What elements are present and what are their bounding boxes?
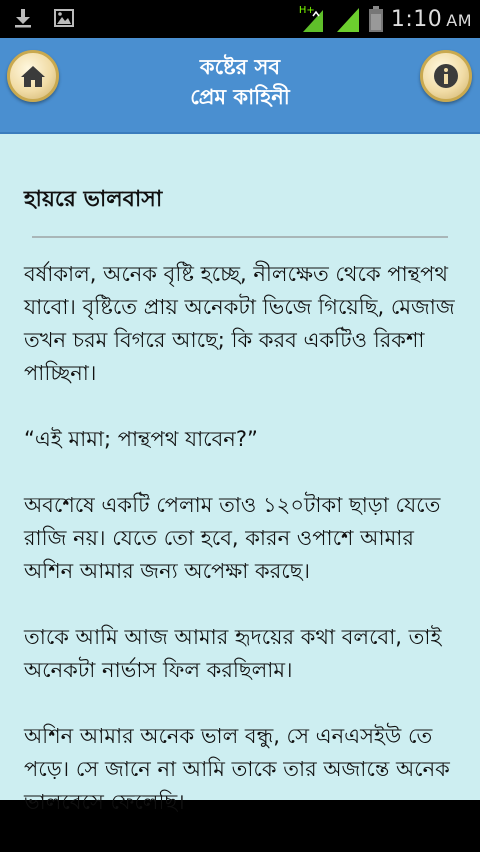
story-paragraph: তাকে আমি আজ আমার হৃদয়ের কথা বলবো, তাই অনেকটা নার্ভাস ফিল করছিলাম। bbox=[24, 625, 442, 682]
battery-icon bbox=[369, 6, 383, 32]
story-content[interactable] bbox=[0, 134, 480, 814]
download-icon bbox=[14, 8, 32, 28]
story-paragraph: অশিন আমার অনেক ভাল বন্ধু, সে এনএসইউ তে পড়ে। সে জানে না আমি তাকে তার অজান্তে অনেক ভালবেসে ফেলেছি। bbox=[24, 724, 450, 814]
network-type-label: H+ bbox=[298, 5, 315, 16]
system-icons bbox=[299, 0, 472, 38]
page-title bbox=[0, 52, 480, 112]
title-line-2: প্রেম কাহিনী bbox=[190, 85, 290, 109]
story-paragraph: “এই মামা; পান্থপথ যাবেন?” bbox=[24, 427, 258, 451]
status-bar bbox=[0, 0, 480, 38]
info-icon bbox=[433, 63, 459, 89]
story-paragraph: বর্ষাকাল, অনেক বৃষ্টি হচ্ছে, নীলক্ষেত থেকে পান্থপথ যাবো। বৃষ্টিতে প্রায় অনেকটা ভিজে গিয়েছি, মেজাজ তখন চরম বিগরে আছে; কি করব একটিও রিকশা পাচ্ছিনা। bbox=[24, 262, 455, 385]
clock: 1:10 AM bbox=[390, 6, 472, 32]
image-icon bbox=[54, 9, 74, 27]
story-body bbox=[24, 258, 460, 852]
title-line-1: কষ্টের সব bbox=[199, 55, 281, 79]
divider bbox=[32, 236, 448, 238]
signal-strength-icon bbox=[299, 4, 327, 34]
story-paragraph: অবশেষে একটি পেলাম তাও ১২০টাকা ছাড়া যেতে রাজি নয়। যেতে তো হবে, কারন ওপাশে আমার অশিন আমার জন্য অপেক্ষা করছে। bbox=[24, 493, 441, 583]
info-button[interactable] bbox=[420, 50, 472, 102]
story-heading: হায়রে ভালবাসা bbox=[24, 187, 163, 212]
signal-bars-icon bbox=[335, 4, 361, 34]
app-header bbox=[0, 38, 480, 134]
notification-icons bbox=[14, 8, 74, 28]
